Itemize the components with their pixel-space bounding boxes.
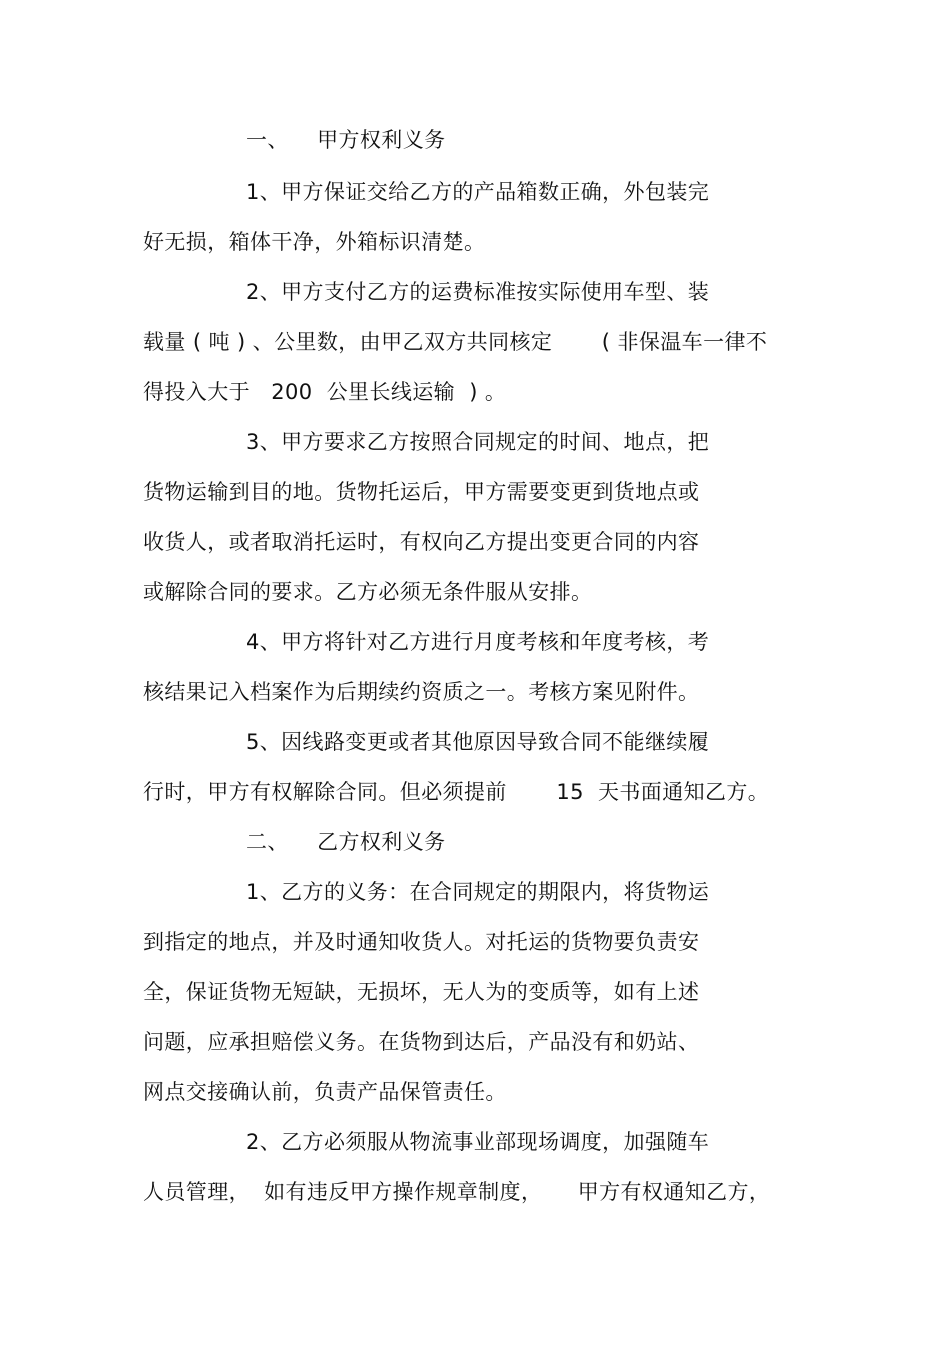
- paragraph-line: 2、乙方必须服从物流事业部现场调度，加强随车: [246, 1130, 710, 1154]
- paragraph-line: 货物运输到目的地。货物托运后，甲方需要变更到货地点或: [143, 480, 700, 504]
- paragraph-line: 好无损，箱体干净，外箱标识清楚。: [143, 230, 486, 254]
- paragraph-line: 问题，应承担赔偿义务。在货物到达后，产品没有和奶站、: [143, 1030, 700, 1054]
- paragraph-line: 收货人，或者取消托运时，有权向乙方提出变更合同的内容: [143, 530, 700, 554]
- paragraph-line: 4、甲方将针对乙方进行月度考核和年度考核，考: [246, 630, 710, 654]
- paragraph-line: 网点交接确认前，负责产品保管责任。: [143, 1080, 507, 1104]
- paragraph-line: 人员管理， 如有违反甲方操作规章制度， 甲方有权通知乙方，: [143, 1180, 771, 1204]
- paragraph-line: 3、甲方要求乙方按照合同规定的时间、地点，把: [246, 430, 710, 454]
- paragraph-line: 得投入大于 200 公里长线运输 ) 。: [143, 380, 507, 404]
- paragraph-line: 2、甲方支付乙方的运费标准按实际使用车型、装: [246, 280, 710, 304]
- paragraph-line: 1、乙方的义务：在合同规定的期限内，将货物运: [246, 880, 710, 904]
- paragraph-line: 核结果记入档案作为后期续约资质之一。考核方案见附件。: [143, 680, 700, 704]
- paragraph-line: 5、因线路变更或者其他原因导致合同不能继续履: [246, 730, 710, 754]
- paragraph-line: 到指定的地点，并及时通知收货人。对托运的货物要负责安: [143, 930, 700, 954]
- paragraph-line: 1、甲方保证交给乙方的产品箱数正确，外包装完: [246, 180, 710, 204]
- paragraph-line: 载量 ( 吨 ) 、公里数，由甲乙双方共同核定 ( 非保温车一律不: [143, 330, 768, 354]
- paragraph-line: 行时，甲方有权解除合同。但必须提前 15 天书面通知乙方。: [143, 780, 770, 804]
- paragraph-line: 全，保证货物无短缺，无损坏，无人为的变质等，如有上述: [143, 980, 700, 1004]
- section-heading-party-b: 二、 乙方权利义务: [246, 830, 446, 854]
- section-heading-party-a: 一、 甲方权利义务: [246, 128, 446, 152]
- paragraph-line: 或解除合同的要求。乙方必须无条件服从安排。: [143, 580, 593, 604]
